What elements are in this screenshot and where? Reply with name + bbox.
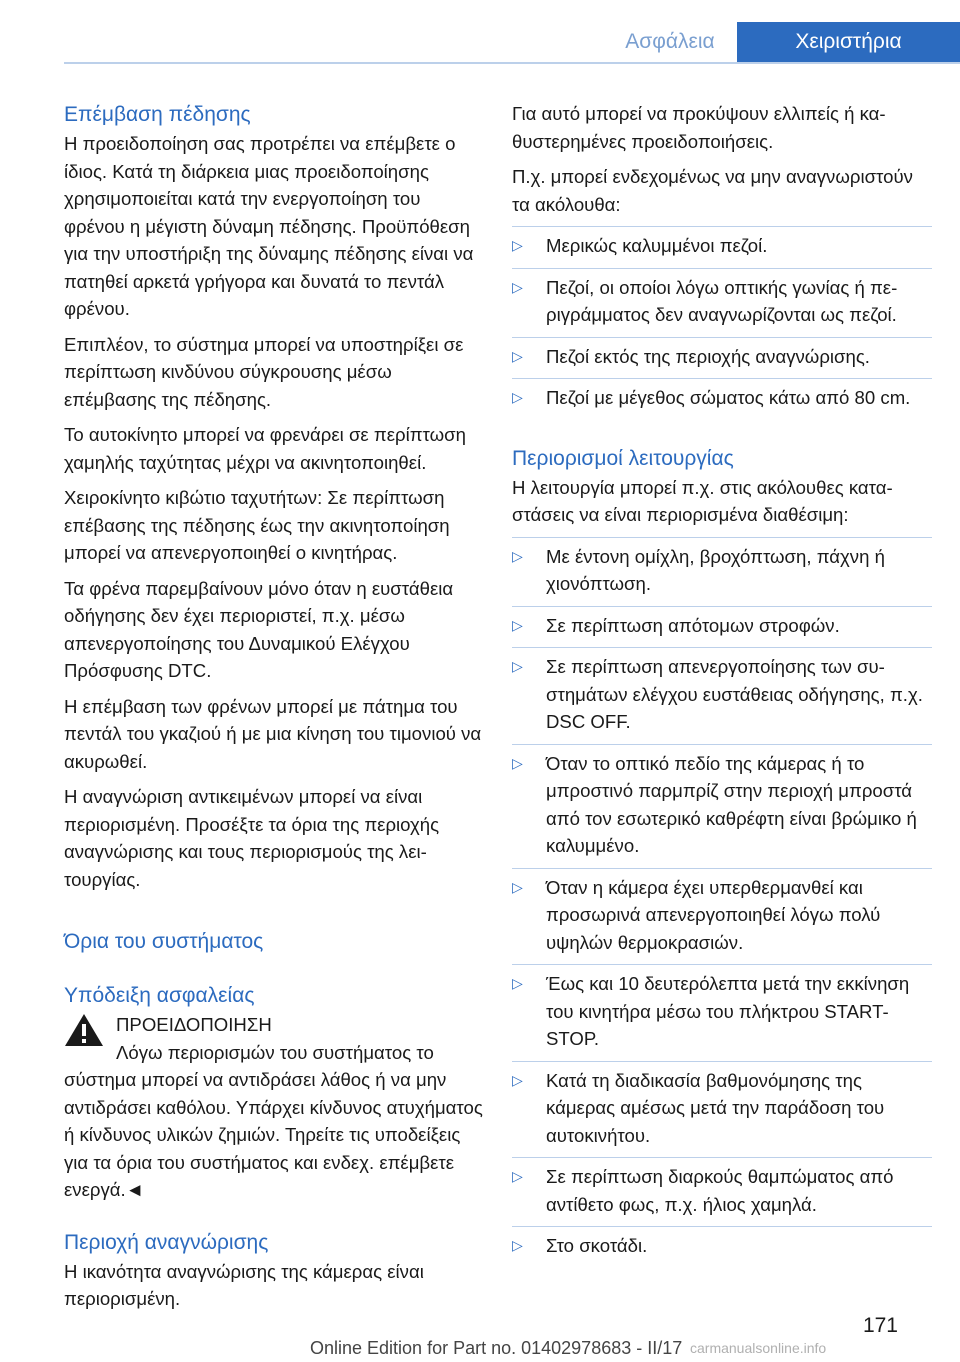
- triangle-right-icon: ▷: [512, 658, 523, 674]
- list-item-text: Σε περίπτωση απενεργοποίησης των συστημάτων ελέγχου ευστάθειας οδήγησης, π.χ. DSC OFF.: [546, 656, 923, 732]
- heading-braking: Επέμβαση πέδησης: [64, 103, 251, 126]
- left-column: [64, 100, 484, 1321]
- list-item: [512, 1061, 932, 1158]
- page-footer: [0, 1310, 960, 1362]
- triangle-right-icon: ▷: [512, 754, 523, 771]
- paragraph: Η επέμβαση των φρένων μπορεί με πάτημα του πεντάλ του γκαζιού ή με μια κίνηση του τιμονιού να ακυρωθεί.: [64, 695, 482, 772]
- triangle-right-icon: ▷: [512, 389, 523, 405]
- warning-text: σύστημα μπορεί να αντιδράσει λάθος ή να μην αντιδράσει καθόλου. Υπάρχει κίνδυνος ατυχήματος ή κίνδυνος υλικών ζημιών. Τηρείτε τις υποδείξεις για τα όρια του συστήματος και ενδεχ. επέμβετε ενεργά.◄: [64, 1069, 483, 1200]
- triangle-right-icon: ▷: [512, 237, 523, 253]
- list-item-text: Όταν η κάμερα έχει υπερθερμανθεί και προσωρινά απενεργοποιηθεί λόγω πολύ υψηλών θερμοκρασιών.: [546, 876, 881, 953]
- list-item-text: Όταν το οπτικό πεδίο της κάμερας ή το μπροστινό παρμπρίζ στην περιοχή μπροστά από τον εσωτερικό καθρέφτη είναι βρώμικο ή καλυμμένο.: [546, 752, 917, 856]
- warning-title: ΠΡΟΕΙΔΟΠΟΙΗΣΗ: [116, 1014, 272, 1035]
- paragraph: Το αυτοκίνητο μπορεί να φρενάρει σε περίπτωση χαμηλής ταχύτητας μέχρι να ακινητοποιηθεί.: [64, 424, 466, 473]
- list-item: [512, 744, 932, 868]
- list-item: [512, 1157, 932, 1226]
- warning-triangle-icon: [64, 1013, 104, 1047]
- triangle-right-icon: ▷: [512, 1168, 523, 1184]
- paragraph: Χειροκίνητο κιβώτιο ταχυτήτων: Σε περίπτωση επέβασης της πέδησης έως την ακινητοποίηση μπορεί να απενεργοποιηθεί ο κινητήρας.: [64, 487, 450, 563]
- list-item-text: Πεζοί εκτός της περιοχής αναγνώρισης.: [546, 345, 870, 367]
- list-item-text: Μερικώς καλυμμένοι πεζοί.: [546, 235, 768, 256]
- header-divider: [64, 62, 960, 64]
- list-item: [512, 647, 932, 744]
- list-item: [512, 537, 932, 606]
- list-item: [512, 226, 932, 268]
- paragraph: Η προειδοποίηση σας προτρέπει να επέμβετε ο ίδιος. Κατά τη διάρκεια μιας προειδοποίησης χρησιμοποιείται κατά την ενεργοποίηση του φρένου η μέγιστη δύναμη πέδησης. Προϋπόθεση για την υποστήριξη της δύναμης πέδησης είναι να πατηθεί αρκετά γρήγορα και δυνατά το πεντάλ φρένου.: [64, 133, 474, 319]
- list-item: [512, 606, 932, 648]
- triangle-right-icon: ▷: [512, 616, 523, 633]
- edition-label: Online Edition for Part no. 01402978683 - II/17: [310, 1338, 683, 1358]
- watermark: carmanualsonline.info: [690, 1340, 827, 1356]
- triangle-right-icon: ▷: [512, 278, 523, 295]
- list-item-text: Με έντονη ομίχλη, βροχόπτωση, πάχνη ή χιονόπτωση.: [546, 545, 885, 594]
- page-number: 171: [862, 1314, 898, 1337]
- triangle-right-icon: ▷: [512, 547, 523, 564]
- list-item-text: Πεζοί, οι οποίοι λόγω οπτικής γωνίας ή περιγράμματος δεν αναγνωρίζονται ως πεζοί.: [546, 276, 898, 325]
- warning-lead: Λόγω περιορισμών του συστήματος το: [116, 1041, 434, 1063]
- paragraph: Επιπλέον, το σύστημα μπορεί να υποστηρίξει σε περίπτωση κινδύνου σύγκρουσης μέσω επέμβασης της πέδησης.: [64, 333, 464, 410]
- tab-safety[interactable]: Ασφάλεια: [625, 30, 715, 53]
- list-item-text: Στο σκοτάδι.: [546, 1235, 648, 1256]
- paragraph: Η ικανότητα αναγνώρισης της κάμερας είναι περιορισμένη.: [64, 1260, 424, 1309]
- right-column: [512, 100, 932, 1276]
- heading-detection-range: Περιοχή αναγνώρισης: [64, 1230, 269, 1254]
- list-item-text: Έως και 10 δευτερόλεπτα μετά την εκκίνηση του κινητήρα μέσω του πλήκτρου START-STOP.: [546, 973, 910, 1049]
- list-item: [512, 964, 932, 1061]
- list-item-text: Σε περίπτωση απότομων στροφών.: [546, 614, 840, 636]
- heading-system-limits: Όρια του συστήματος: [64, 930, 264, 953]
- list-item: [512, 378, 932, 420]
- list-item-text: Σε περίπτωση διαρκούς θαμπώματος από αντίθετο φως, π.χ. ήλιος χαμηλά.: [546, 1166, 894, 1215]
- list-item: [512, 1226, 932, 1268]
- pedestrian-list: [512, 226, 932, 420]
- heading-function-limits: Περιορισμοί λειτουργίας: [512, 446, 734, 470]
- list-item: [512, 268, 932, 337]
- paragraph: Τα φρένα παρεμβαίνουν μόνο όταν η ευστάθεια οδήγησης δεν έχει περιοριστεί, π.χ. μέσω απενεργοποίησης του Δυναμικού Ελέγχου Πρόσφυσης DTC.: [64, 577, 454, 681]
- paragraph: Η λειτουργία μπορεί π.χ. στις ακόλουθες καταστάσεις να είναι περιορισμένα διαθέσιμη:: [512, 476, 893, 525]
- list-item-text: Πεζοί με μέγεθος σώματος κάτω από 80 cm.: [546, 387, 911, 408]
- paragraph: Π.χ. μπορεί ενδεχομένως να μην αναγνωριστούν τα ακόλουθα:: [512, 166, 913, 215]
- warning-block: [64, 1011, 484, 1204]
- page-header: [0, 0, 960, 64]
- triangle-right-icon: ▷: [512, 878, 523, 895]
- list-item-text: Κατά τη διαδικασία βαθμονόμησης της κάμερας αμέσως μετά την παράδοση του αυτοκινήτου.: [546, 1069, 885, 1146]
- triangle-right-icon: ▷: [512, 975, 523, 991]
- list-item: [512, 337, 932, 379]
- triangle-right-icon: ▷: [512, 347, 523, 364]
- heading-safety-note: Υπόδειξη ασφαλείας: [64, 984, 255, 1007]
- conditions-list: [512, 537, 932, 1268]
- paragraph: Για αυτό μπορεί να προκύψουν ελλιπείς ή καθυστερημένες προειδοποιήσεις.: [512, 103, 886, 152]
- triangle-right-icon: ▷: [512, 1071, 523, 1088]
- triangle-right-icon: ▷: [512, 1237, 523, 1253]
- list-item: [512, 868, 932, 965]
- tab-handling[interactable]: Χειριστήρια: [737, 22, 960, 62]
- paragraph: Η αναγνώριση αντικειμένων μπορεί να είναι περιορισμένη. Προσέξτε τα όρια της περιοχής αναγνώρισης και τους περιορισμούς της λειτουργίας.: [64, 786, 440, 890]
